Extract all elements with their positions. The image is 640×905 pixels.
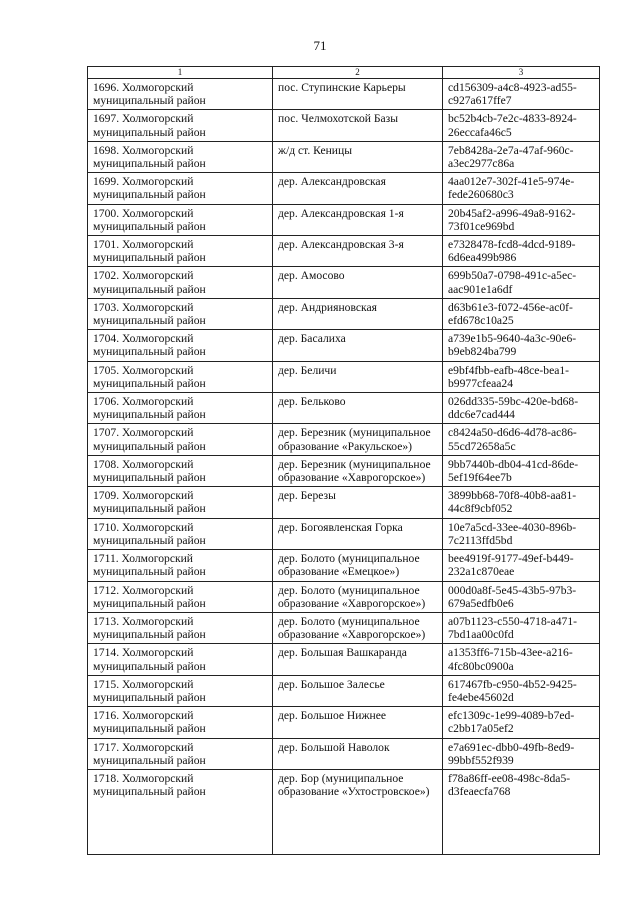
district-cell: 1696. Холмогорский муниципальный район — [88, 79, 273, 110]
district-cell: 1709. Холмогорский муниципальный район — [88, 487, 273, 518]
table-row — [88, 361, 600, 392]
table-row — [88, 267, 600, 298]
table-row — [88, 644, 600, 675]
table-row — [88, 298, 600, 329]
guid-cell: cd156309-a4c8-4923-ad55-c927a617ffe7 — [443, 79, 600, 110]
guid-cell: a07b1123-c550-4718-a471-7bd1aa00c0fd — [443, 612, 600, 643]
guid-cell: 026dd335-59bc-420e-bd68-ddc6e7cad444 — [443, 393, 600, 424]
column-header-2: 2 — [273, 67, 443, 79]
table-row — [88, 675, 600, 706]
district-cell: 1702. Холмогорский муниципальный район — [88, 267, 273, 298]
settlement-cell: дер. Большое Залесье — [273, 675, 443, 706]
settlement-cell: дер. Амосово — [273, 267, 443, 298]
settlement-cell: дер. Болото (муниципальное образование «Хаврогорское») — [273, 612, 443, 643]
column-header-3: 3 — [443, 67, 600, 79]
settlement-cell: пос. Челмохотской Базы — [273, 110, 443, 141]
table-row — [88, 424, 600, 455]
district-cell: 1713. Холмогорский муниципальный район — [88, 612, 273, 643]
district-cell: 1698. Холмогорский муниципальный район — [88, 141, 273, 172]
guid-cell: e7328478-fcd8-4dcd-9189-6d6ea499b986 — [443, 236, 600, 267]
settlement-cell: дер. Большой Наволок — [273, 738, 443, 769]
guid-cell: e9bf4fbb-eafb-48ce-bea1-b9977cfeaa24 — [443, 361, 600, 392]
district-cell: 1715. Холмогорский муниципальный район — [88, 675, 273, 706]
table-header-row — [88, 67, 600, 79]
settlement-cell: дер. Болото (муниципальное образование «Хаврогорское») — [273, 581, 443, 612]
settlement-cell: дер. Александровская 1-я — [273, 204, 443, 235]
settlement-cell: дер. Березник (муниципальное образование «Ракульское») — [273, 424, 443, 455]
settlement-cell: дер. Александровская — [273, 173, 443, 204]
table-row — [88, 518, 600, 549]
district-cell: 1705. Холмогорский муниципальный район — [88, 361, 273, 392]
guid-cell: bc52b4cb-7e2c-4833-8924-26eccafa46c5 — [443, 110, 600, 141]
table-row — [88, 581, 600, 612]
district-cell: 1717. Холмогорский муниципальный район — [88, 738, 273, 769]
guid-cell: 20b45af2-a996-49a8-9162-73f01ce969bd — [443, 204, 600, 235]
settlement-cell: дер. Большое Нижнее — [273, 707, 443, 738]
guid-cell: e7a691ec-dbb0-49fb-8ed9-99bbf552f939 — [443, 738, 600, 769]
table-row — [88, 487, 600, 518]
district-cell: 1703. Холмогорский муниципальный район — [88, 298, 273, 329]
table-row — [88, 330, 600, 361]
table-row — [88, 79, 600, 110]
table-row — [88, 141, 600, 172]
district-cell: 1706. Холмогорский муниципальный район — [88, 393, 273, 424]
guid-cell: 4aa012e7-302f-41e5-974e-fede260680c3 — [443, 173, 600, 204]
settlement-cell: ж/д ст. Кеницы — [273, 141, 443, 172]
settlement-cell: дер. Александровская 3-я — [273, 236, 443, 267]
settlement-cell: дер. Березник (муниципальное образование «Хаврогорское») — [273, 455, 443, 486]
guid-cell: bee4919f-9177-49ef-b449-232a1c870eae — [443, 550, 600, 581]
district-cell: 1716. Холмогорский муниципальный район — [88, 707, 273, 738]
settlement-cell: дер. Бельково — [273, 393, 443, 424]
district-cell: 1699. Холмогорский муниципальный район — [88, 173, 273, 204]
district-cell: 1701. Холмогорский муниципальный район — [88, 236, 273, 267]
settlement-cell: дер. Басалиха — [273, 330, 443, 361]
district-cell: 1718. Холмогорский муниципальный район — [88, 769, 273, 854]
column-header-1: 1 — [88, 67, 273, 79]
settlement-cell: дер. Богоявленская Горка — [273, 518, 443, 549]
district-cell: 1700. Холмогорский муниципальный район — [88, 204, 273, 235]
district-cell: 1707. Холмогорский муниципальный район — [88, 424, 273, 455]
settlement-cell: дер. Беличи — [273, 361, 443, 392]
district-cell: 1710. Холмогорский муниципальный район — [88, 518, 273, 549]
table-row — [88, 110, 600, 141]
guid-cell: a739e1b5-9640-4a3c-90e6-b9eb824ba799 — [443, 330, 600, 361]
settlement-cell: дер. Болото (муниципальное образование «Емецкое») — [273, 550, 443, 581]
table-row — [88, 455, 600, 486]
guid-cell: efc1309c-1e99-4089-b7ed-c2bb17a05ef2 — [443, 707, 600, 738]
table-row — [88, 738, 600, 769]
guid-cell: a1353ff6-715b-43ee-a216-4fc80bc0900a — [443, 644, 600, 675]
guid-cell: 7eb8428a-2e7a-47af-960c-a3ec2977c86a — [443, 141, 600, 172]
table-row — [88, 393, 600, 424]
district-cell: 1714. Холмогорский муниципальный район — [88, 644, 273, 675]
district-cell: 1708. Холмогорский муниципальный район — [88, 455, 273, 486]
table-row — [88, 204, 600, 235]
settlement-cell: дер. Андрияновская — [273, 298, 443, 329]
table-row — [88, 769, 600, 854]
district-cell: 1711. Холмогорский муниципальный район — [88, 550, 273, 581]
guid-cell: 617467fb-c950-4b52-9425-fe4ebe45602d — [443, 675, 600, 706]
settlement-cell: дер. Бор (муниципальное образование «Ухтостровское») — [273, 769, 443, 854]
settlement-cell: дер. Большая Вашкаранда — [273, 644, 443, 675]
guid-cell: 3899bb68-70f8-40b8-aa81-44c8f9cbf052 — [443, 487, 600, 518]
guid-cell: 10e7a5cd-33ee-4030-896b-7c2113ffd5bd — [443, 518, 600, 549]
guid-cell: 699b50a7-0798-491c-a5ec-aac901e1a6df — [443, 267, 600, 298]
district-cell: 1712. Холмогорский муниципальный район — [88, 581, 273, 612]
table-row — [88, 173, 600, 204]
settlement-cell: дер. Березы — [273, 487, 443, 518]
settlement-registry-table — [87, 66, 600, 855]
settlement-cell: пос. Ступинские Карьеры — [273, 79, 443, 110]
district-cell: 1704. Холмогорский муниципальный район — [88, 330, 273, 361]
guid-cell: 9bb7440b-db04-41cd-86de-5ef19f64ee7b — [443, 455, 600, 486]
guid-cell: c8424a50-d6d6-4d78-ac86-55cd72658a5c — [443, 424, 600, 455]
page-number: 71 — [313, 38, 327, 53]
table-row — [88, 550, 600, 581]
table-row — [88, 236, 600, 267]
table-row — [88, 612, 600, 643]
guid-cell: 000d0a8f-5e45-43b5-97b3-679a5edfb0e6 — [443, 581, 600, 612]
guid-cell: f78a86ff-ee08-498c-8da5-d3feaecfa768 — [443, 769, 600, 854]
district-cell: 1697. Холмогорский муниципальный район — [88, 110, 273, 141]
table-row — [88, 707, 600, 738]
guid-cell: d63b61e3-f072-456e-ac0f-efd678c10a25 — [443, 298, 600, 329]
table-body — [88, 79, 600, 855]
